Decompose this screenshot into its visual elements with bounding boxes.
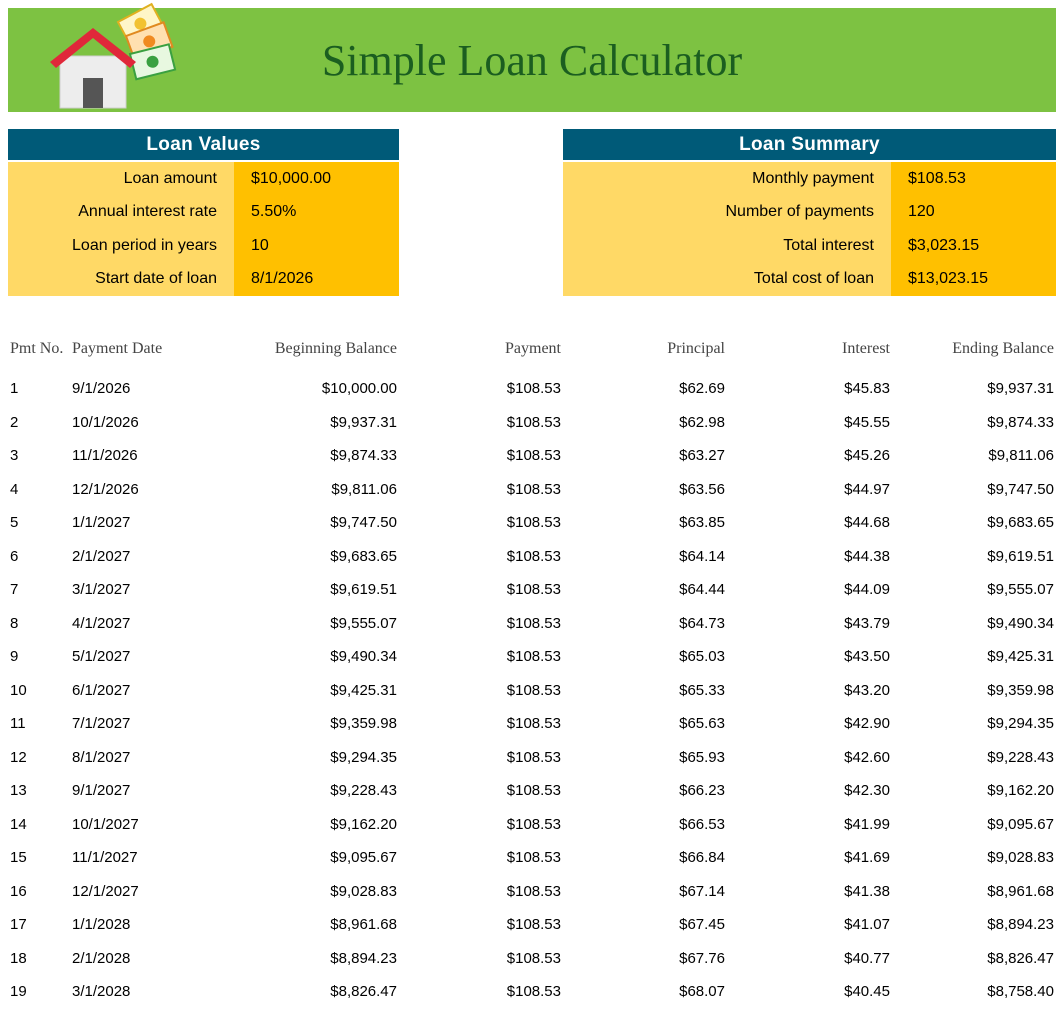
cell-ending-balance[interactable]: $9,162.20 — [987, 782, 1054, 800]
table-row — [0, 774, 1064, 808]
loan-summary-heading: Loan Summary — [563, 129, 1056, 162]
cell-beginning-balance[interactable]: $8,826.47 — [330, 983, 397, 1001]
cell-pmt-no[interactable]: 13 — [10, 782, 27, 800]
cell-payment-date[interactable]: 9/1/2027 — [72, 782, 131, 800]
cell-pmt-no[interactable]: 8 — [10, 614, 19, 632]
cell-principal[interactable]: $63.85 — [679, 514, 725, 532]
cell-pmt-no[interactable]: 16 — [10, 882, 27, 900]
cell-payment-date[interactable]: 7/1/2027 — [72, 715, 131, 733]
cell-ending-balance[interactable]: $9,619.51 — [987, 547, 1054, 565]
loan-period-value[interactable]: 10 — [234, 229, 399, 263]
start-date-label: Start date of loan — [8, 263, 234, 297]
cell-principal[interactable]: $67.45 — [679, 916, 725, 934]
cell-pmt-no[interactable]: 11 — [10, 715, 26, 733]
table-header-row — [0, 330, 1064, 368]
cell-ending-balance[interactable]: $9,425.31 — [987, 648, 1054, 666]
total-interest-row — [563, 229, 1056, 263]
cell-ending-balance[interactable]: $9,747.50 — [987, 480, 1054, 498]
cell-payment[interactable]: $108.53 — [506, 815, 561, 833]
cell-interest[interactable]: $44.68 — [844, 514, 890, 532]
table-row — [0, 908, 1064, 942]
cell-payment-date[interactable]: 4/1/2027 — [72, 614, 131, 632]
table-row — [0, 406, 1064, 440]
cell-interest[interactable]: $45.26 — [844, 447, 890, 465]
cell-interest[interactable]: $40.77 — [844, 949, 890, 967]
header-principal[interactable]: Principal — [667, 340, 725, 357]
monthly-payment-label: Monthly payment — [563, 162, 891, 196]
cell-ending-balance[interactable]: $9,095.67 — [987, 815, 1054, 833]
cell-payment-date[interactable]: 9/1/2026 — [72, 380, 131, 398]
cell-beginning-balance[interactable]: $9,294.35 — [330, 748, 397, 766]
cell-ending-balance[interactable]: $9,359.98 — [987, 681, 1054, 699]
cell-payment[interactable]: $108.53 — [506, 882, 561, 900]
cell-payment-date[interactable]: 2/1/2027 — [72, 547, 131, 565]
cell-principal[interactable]: $65.03 — [679, 648, 725, 666]
cell-beginning-balance[interactable]: $9,162.20 — [330, 815, 397, 833]
table-row — [0, 707, 1064, 741]
cell-principal[interactable]: $65.33 — [679, 681, 725, 699]
cell-beginning-balance[interactable]: $8,894.23 — [330, 949, 397, 967]
cell-pmt-no[interactable]: 9 — [10, 648, 19, 666]
cell-payment[interactable]: $108.53 — [506, 681, 561, 699]
cell-ending-balance[interactable]: $9,555.07 — [987, 581, 1054, 599]
cell-pmt-no[interactable]: 5 — [10, 514, 19, 532]
cell-beginning-balance[interactable]: $9,028.83 — [330, 882, 397, 900]
page-title: Simple Loan Calculator — [321, 35, 743, 85]
cell-principal[interactable]: $64.44 — [679, 581, 725, 599]
cell-pmt-no[interactable]: 14 — [10, 815, 27, 833]
cell-payment-date[interactable]: 10/1/2026 — [72, 413, 139, 431]
cell-principal[interactable]: $65.63 — [679, 715, 725, 733]
cell-beginning-balance[interactable]: $9,228.43 — [330, 782, 397, 800]
cell-payment-date[interactable]: 12/1/2026 — [72, 480, 139, 498]
monthly-payment-row — [563, 162, 1056, 196]
start-date-row — [8, 263, 399, 297]
cell-beginning-balance[interactable]: $8,961.68 — [330, 916, 397, 934]
cell-ending-balance[interactable]: $8,894.23 — [987, 916, 1054, 934]
cell-beginning-balance[interactable]: $9,811.06 — [331, 480, 397, 498]
cell-interest[interactable]: $43.79 — [844, 614, 890, 632]
cell-payment[interactable]: $108.53 — [506, 480, 561, 498]
table-row — [0, 473, 1064, 507]
cell-ending-balance[interactable]: $8,826.47 — [987, 949, 1054, 967]
cell-interest[interactable]: $41.99 — [844, 815, 890, 833]
total-cost-label: Total cost of loan — [563, 263, 891, 297]
cell-payment[interactable]: $108.53 — [506, 983, 561, 1001]
cell-interest[interactable]: $42.90 — [844, 715, 890, 733]
cell-ending-balance[interactable]: $9,490.34 — [987, 614, 1054, 632]
table-row — [0, 674, 1064, 708]
cell-principal[interactable]: $62.69 — [679, 380, 725, 398]
cell-payment-date[interactable]: 1/1/2027 — [72, 514, 131, 532]
cell-principal[interactable]: $66.84 — [679, 849, 725, 867]
number-of-payments-row — [563, 196, 1056, 230]
cell-payment-date[interactable]: 12/1/2027 — [72, 882, 139, 900]
cell-payment-date[interactable]: 1/1/2028 — [72, 916, 131, 934]
total-cost-row — [563, 263, 1056, 297]
cell-payment-date[interactable]: 3/1/2027 — [72, 581, 131, 599]
cell-payment[interactable]: $108.53 — [506, 581, 561, 599]
cell-interest[interactable]: $40.45 — [844, 983, 890, 1001]
amortization-table — [0, 330, 1064, 1009]
cell-ending-balance[interactable]: $8,961.68 — [987, 882, 1054, 900]
loan-summary-panel — [563, 129, 1056, 296]
cell-beginning-balance[interactable]: $9,747.50 — [330, 514, 397, 532]
cell-payment-date[interactable]: 5/1/2027 — [72, 648, 131, 666]
cell-pmt-no[interactable]: 17 — [10, 916, 27, 934]
table-row — [0, 942, 1064, 976]
header-interest[interactable]: Interest — [842, 340, 890, 357]
cell-principal[interactable]: $63.27 — [679, 447, 725, 465]
header-payment[interactable]: Payment — [505, 340, 561, 357]
cell-payment[interactable]: $108.53 — [506, 849, 561, 867]
cell-ending-balance[interactable]: $9,294.35 — [987, 715, 1054, 733]
cell-interest[interactable]: $44.38 — [844, 547, 890, 565]
cell-ending-balance[interactable]: $9,028.83 — [987, 849, 1054, 867]
cell-payment[interactable]: $108.53 — [506, 916, 561, 934]
cell-pmt-no[interactable]: 7 — [10, 581, 19, 599]
cell-pmt-no[interactable]: 12 — [10, 748, 27, 766]
loan-period-label: Loan period in years — [8, 229, 234, 263]
number-of-payments-label: Number of payments — [563, 196, 891, 230]
table-row — [0, 573, 1064, 607]
cell-interest[interactable]: $45.55 — [844, 413, 890, 431]
cell-interest[interactable]: $41.69 — [844, 849, 890, 867]
cell-payment[interactable]: $108.53 — [506, 614, 561, 632]
cell-interest[interactable]: $44.09 — [844, 581, 890, 599]
cell-pmt-no[interactable]: 6 — [10, 547, 19, 565]
cell-principal[interactable]: $64.73 — [679, 614, 725, 632]
cell-payment[interactable]: $108.53 — [506, 413, 561, 431]
cell-beginning-balance[interactable]: $9,683.65 — [330, 547, 397, 565]
cell-payment[interactable]: $108.53 — [506, 447, 561, 465]
cell-principal[interactable]: $68.07 — [679, 983, 725, 1001]
table-row — [0, 540, 1064, 574]
cell-principal[interactable]: $66.53 — [679, 815, 725, 833]
cell-pmt-no[interactable]: 15 — [10, 849, 27, 867]
number-of-payments-value[interactable]: 120 — [891, 196, 1056, 230]
loan-amount-value[interactable]: $10,000.00 — [234, 162, 399, 196]
loan-amount-row — [8, 162, 399, 196]
cell-principal[interactable]: $62.98 — [679, 413, 725, 431]
cell-beginning-balance[interactable]: $9,619.51 — [330, 581, 397, 599]
cell-interest[interactable]: $41.07 — [844, 916, 890, 934]
table-row — [0, 975, 1064, 1009]
cell-ending-balance[interactable]: $8,758.40 — [987, 983, 1054, 1001]
header-payment-date[interactable]: Payment Date — [72, 340, 163, 357]
cell-pmt-no[interactable]: 1 — [10, 380, 19, 398]
cell-principal[interactable]: $67.76 — [679, 949, 725, 967]
header-pmt-no[interactable]: Pmt No. — [10, 340, 64, 357]
loan-values-panel — [8, 129, 399, 296]
total-cost-value[interactable]: $13,023.15 — [891, 263, 1056, 297]
cell-beginning-balance[interactable]: $9,874.33 — [330, 447, 397, 465]
cell-interest[interactable]: $43.50 — [844, 648, 890, 666]
cell-payment-date[interactable]: 3/1/2028 — [72, 983, 131, 1001]
cell-beginning-balance[interactable]: $9,555.07 — [330, 614, 397, 632]
cell-interest[interactable]: $43.20 — [844, 681, 890, 699]
table-row — [0, 875, 1064, 909]
cell-beginning-balance[interactable]: $9,359.98 — [330, 715, 397, 733]
table-body — [0, 372, 1064, 1009]
cell-payment[interactable]: $108.53 — [506, 715, 561, 733]
cell-payment-date[interactable]: 6/1/2027 — [72, 681, 131, 699]
table-row — [0, 808, 1064, 842]
cell-pmt-no[interactable]: 10 — [10, 681, 27, 699]
loan-amount-label: Loan amount — [8, 162, 234, 196]
cell-payment[interactable]: $108.53 — [506, 380, 561, 398]
cell-payment[interactable]: $108.53 — [506, 547, 561, 565]
cell-ending-balance[interactable]: $9,874.33 — [987, 413, 1054, 431]
cell-beginning-balance[interactable]: $9,425.31 — [330, 681, 397, 699]
cell-payment[interactable]: $108.53 — [506, 514, 561, 532]
cell-interest[interactable]: $42.60 — [844, 748, 890, 766]
cell-pmt-no[interactable]: 2 — [10, 413, 19, 431]
cell-payment-date[interactable]: 10/1/2027 — [72, 815, 139, 833]
header-ending-balance[interactable]: Ending Balance — [952, 340, 1054, 357]
cell-payment[interactable]: $108.53 — [506, 748, 561, 766]
cell-pmt-no[interactable]: 3 — [10, 447, 19, 465]
cell-pmt-no[interactable]: 4 — [10, 480, 19, 498]
total-interest-value[interactable]: $3,023.15 — [891, 229, 1056, 263]
cell-interest[interactable]: $41.38 — [844, 882, 890, 900]
cell-pmt-no[interactable]: 18 — [10, 949, 27, 967]
interest-rate-label: Annual interest rate — [8, 196, 234, 230]
cell-ending-balance[interactable]: $9,683.65 — [987, 514, 1054, 532]
header-beginning-balance[interactable]: Beginning Balance — [274, 340, 397, 357]
loan-period-row — [8, 229, 399, 263]
cell-payment-date[interactable]: 8/1/2027 — [72, 748, 131, 766]
cell-beginning-balance[interactable]: $10,000.00 — [321, 380, 397, 398]
cell-ending-balance[interactable]: $9,937.31 — [987, 380, 1054, 398]
cell-payment-date[interactable]: 11/1/2026 — [72, 447, 138, 465]
cell-principal[interactable]: $67.14 — [679, 882, 725, 900]
cell-pmt-no[interactable]: 19 — [10, 983, 27, 1001]
cell-principal[interactable]: $64.14 — [679, 547, 725, 565]
cell-principal[interactable]: $65.93 — [679, 748, 725, 766]
cell-beginning-balance[interactable]: $9,095.67 — [330, 849, 397, 867]
cell-interest[interactable]: $45.83 — [844, 380, 890, 398]
cell-payment[interactable]: $108.53 — [506, 782, 561, 800]
table-row — [0, 439, 1064, 473]
interest-rate-value[interactable]: 5.50% — [234, 196, 399, 230]
table-row — [0, 741, 1064, 775]
start-date-value[interactable]: 8/1/2026 — [234, 263, 399, 297]
cell-payment-date[interactable]: 2/1/2028 — [72, 949, 131, 967]
loan-values-heading: Loan Values — [8, 129, 399, 162]
cell-principal[interactable]: $63.56 — [679, 480, 725, 498]
cell-beginning-balance[interactable]: $9,937.31 — [330, 413, 397, 431]
cell-interest[interactable]: $42.30 — [844, 782, 890, 800]
cell-principal[interactable]: $66.23 — [679, 782, 725, 800]
interest-rate-row — [8, 196, 399, 230]
cell-interest[interactable]: $44.97 — [844, 480, 890, 498]
cell-ending-balance[interactable]: $9,228.43 — [987, 748, 1054, 766]
cell-ending-balance[interactable]: $9,811.06 — [988, 447, 1054, 465]
total-interest-label: Total interest — [563, 229, 891, 263]
table-row — [0, 640, 1064, 674]
table-row — [0, 372, 1064, 406]
table-row — [0, 841, 1064, 875]
monthly-payment-value[interactable]: $108.53 — [891, 162, 1056, 196]
cell-beginning-balance[interactable]: $9,490.34 — [330, 648, 397, 666]
cell-payment-date[interactable]: 11/1/2027 — [72, 849, 138, 867]
cell-payment[interactable]: $108.53 — [506, 949, 561, 967]
table-row — [0, 506, 1064, 540]
table-row — [0, 607, 1064, 641]
cell-payment[interactable]: $108.53 — [506, 648, 561, 666]
